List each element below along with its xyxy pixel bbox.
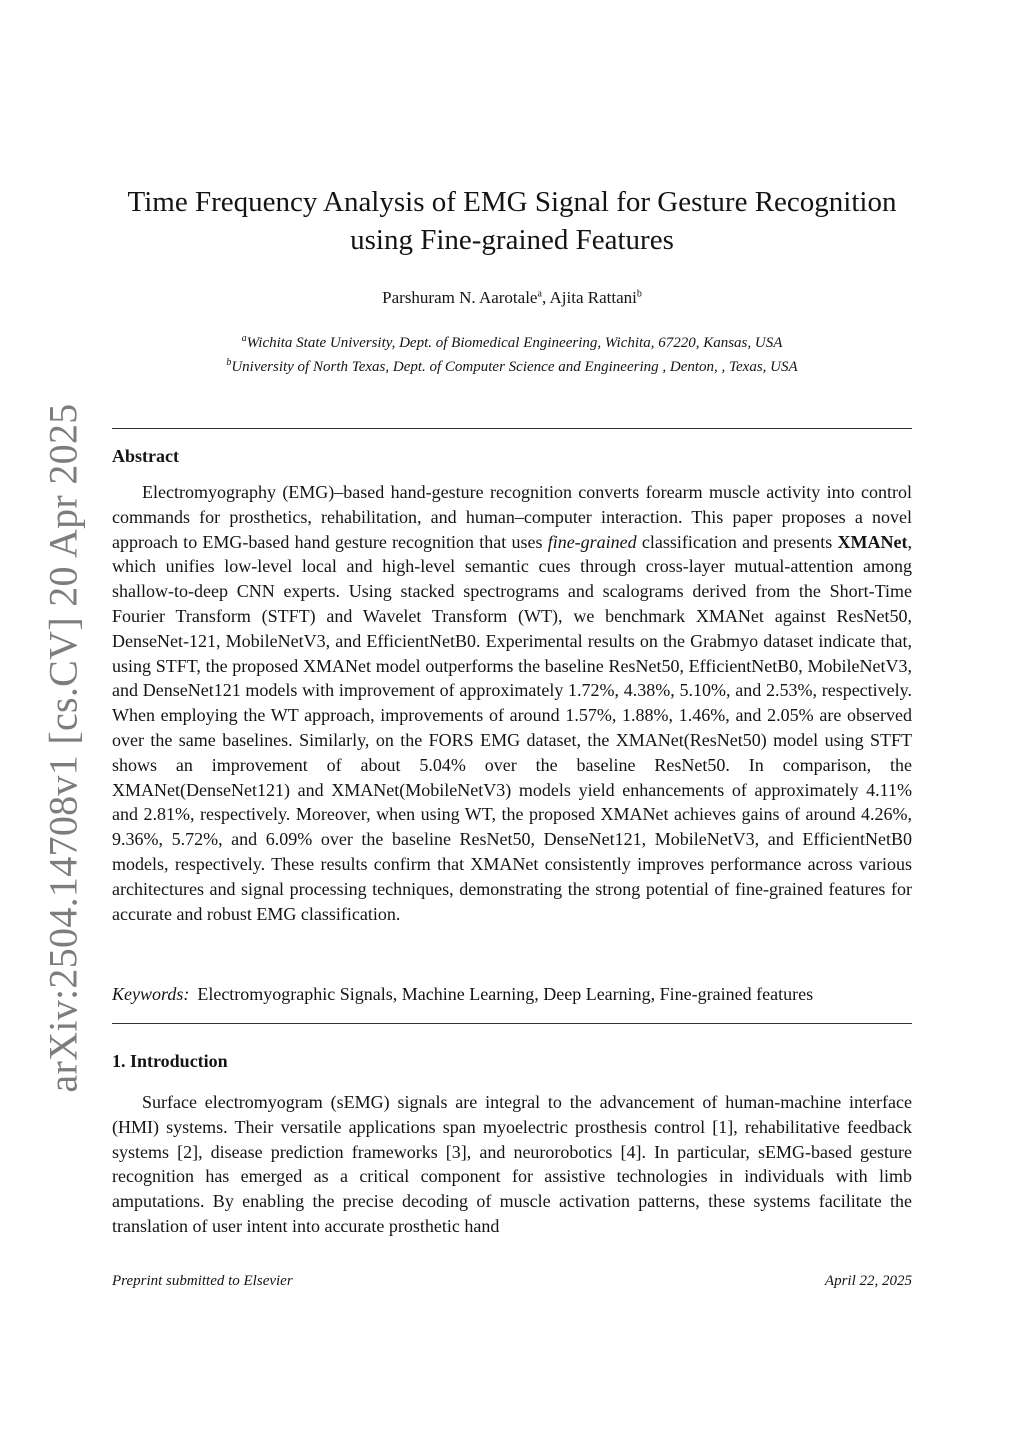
- abstract-seg-3: , which unifies low-level local and high-level semantic cues through cross-layer mutual-attention among shallow-to-deep CNN experts. Using stacked spectrograms and scalograms derived from the Short-Time Fourier Transform (STFT) and Wavelet Transform (WT), we benchmark XMANet against ResNet50, DenseNet-121, MobileNetV3, and EfficientNetB0. Experimental results on the Grabmyo dataset indicate that, using STFT, the proposed XMANet model outperforms the baseline ResNet50, EfficientNetB0, MobileNetV3, and DenseNet121 models with improvement of approximately 1.72%, 4.38%, 5.10%, and 2.53%, respectively. When employing the WT approach, improvements of around 1.57%, 1.88%, 1.46%, and 2.05% are observed over the same baselines. Similarly, on the FORS EMG dataset, the XMANet(ResNet50) model using STFT shows an improvement of about 5.04% over the baseline ResNet50. In comparison, the XMANet(DenseNet121) and XMANet(MobileNetV3) models yield enhancements of approximately 4.11% and 2.81%, respectively. Moreover, when using WT, the proposed XMANet achieves gains of around 4.26%, 9.36%, 5.72%, and 6.09% over the baseline ResNet50, DenseNet121, MobileNetV3, and EfficientNetB0 models, respectively. These results confirm that XMANet consistently improves performance across various architectures and signal processing techniques, demonstrating the strong potential of fine-grained features for accurate and robust EMG classification.: [112, 531, 912, 924]
- arxiv-identifier: arXiv:2504.14708v1 [cs.CV] 20 Apr 2025: [40, 403, 86, 1093]
- abstract-body: [112, 480, 912, 926]
- paper-title: [112, 183, 912, 259]
- introduction-paragraph: Surface electromyogram (sEMG) signals are integral to the advancement of human-machine interface (HMI) systems. Their versatile applications span myoelectric prosthesis control [1], rehabilitative feedback systems [2], disease prediction frameworks [3], and neurorobotics [4]. In particular, sEMG-based gesture recognition has emerged as a critical component for assistive technologies in individuals with limb amputations. By enabling the precise decoding of muscle activation patterns, these systems facilitate the translation of user intent into accurate prosthetic hand: [112, 1092, 912, 1236]
- keywords-label: Keywords:: [112, 984, 190, 1004]
- abstract-seg-1: Electromyography (EMG)–based hand-gesture recognition converts forearm muscle activity into control commands for prosthetics, rehabilitation, and human–computer interaction. This paper proposes a novel approach to EMG-based hand gesture recognition that uses: [112, 482, 912, 552]
- abstract-heading: Abstract: [112, 446, 179, 466]
- bottom-divider: [112, 1023, 912, 1024]
- abstract-paragraph: [112, 480, 912, 926]
- abstract-emphasis: fine-grained: [547, 531, 637, 552]
- abstract-seg-2: classification and presents: [636, 531, 838, 552]
- introduction-body: [112, 1090, 912, 1239]
- keywords: [112, 984, 912, 1005]
- affiliation-b-mark: b: [226, 357, 232, 368]
- keywords-text: Electromyographic Signals, Machine Learning, Deep Learning, Fine-grained features: [197, 984, 814, 1004]
- footer-submission-note: Preprint submitted to Elsevier: [112, 1273, 293, 1289]
- author-list: [112, 288, 912, 308]
- affiliation-a-mark: a: [241, 333, 247, 344]
- author-2-affil-mark: b: [636, 288, 642, 300]
- section-heading-introduction: 1. Introduction: [112, 1051, 228, 1071]
- abstract-model-name: XMANet: [837, 531, 908, 552]
- affiliation-a-text: Wichita State University, Dept. of Biomedical Engineering, Wichita, 67220, Kansas, USA: [246, 335, 783, 351]
- title-line-1: Time Frequency Analysis of EMG Signal for Gesture Recognition: [127, 186, 897, 218]
- title-line-2: using Fine-grained Features: [350, 224, 674, 256]
- footer-date: April 22, 2025: [824, 1273, 912, 1289]
- author-2-name: Ajita Rattani: [549, 288, 637, 307]
- author-1-name: Parshuram N. Aarotale: [382, 288, 538, 307]
- page-footer: [112, 1273, 912, 1290]
- author-separator: ,: [541, 288, 550, 307]
- affiliation-b: [112, 353, 912, 377]
- affiliation-b-text: University of North Texas, Dept. of Computer Science and Engineering , Denton, , Texas, USA: [231, 359, 798, 375]
- affiliation-a: [112, 329, 912, 353]
- top-divider: [112, 428, 912, 429]
- author-1-affil-mark: a: [537, 288, 542, 300]
- affiliations: [112, 329, 912, 377]
